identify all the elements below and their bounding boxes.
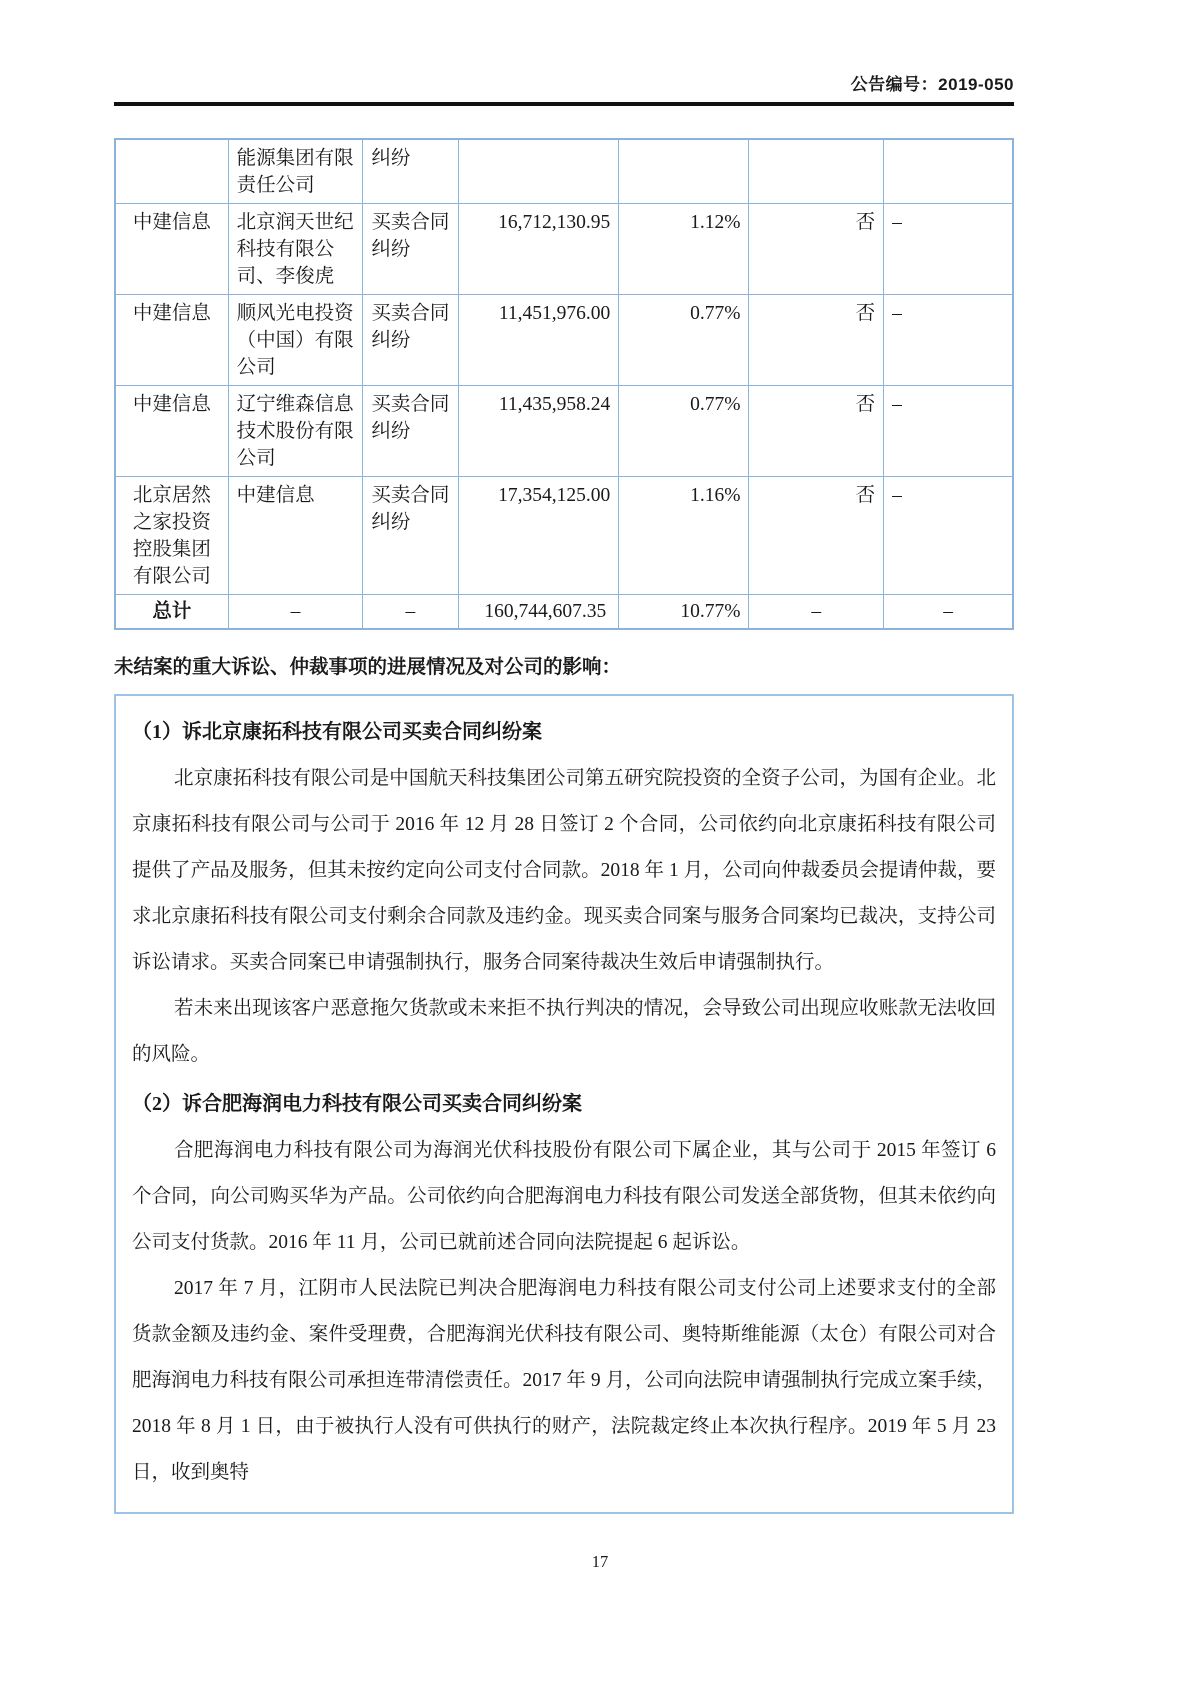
section-heading: 未结案的重大诉讼、仲裁事项的进展情况及对公司的影响： [114,657,622,678]
table-cell: 北京润天世纪科技有限公司、李俊虎 [228,204,363,295]
table-cell: – [363,595,458,630]
table-row [115,477,1013,595]
table-cell: 买卖合同纠纷 [363,295,458,386]
table-cell: – [884,595,1013,630]
case-subheading: （2）诉合肥海润电力科技有限公司买卖合同纠纷案 [132,1093,582,1115]
table-cell: 中建信息 [115,386,228,477]
table-cell: 能源集团有限责任公司 [228,139,363,204]
table-cell: 0.77% [619,295,749,386]
table-row [115,204,1013,295]
page-content [114,0,1014,1514]
table-row [115,595,1013,630]
header-rule [114,102,1014,106]
table-cell: 11,451,976.00 [458,295,619,386]
table-cell: – [884,295,1013,386]
case-paragraph: 北京康拓科技有限公司是中国航天科技集团公司第五研究院投资的全资子公司，为国有企业。北京康拓科技有限公司与公司于 2016 年 12 月 28 日签订 2 个合同，公司依约向北京康拓科技有限公司提供了产品及服务，但其未按约定向公司支付合同款。2018 年 1 月，公司向仲裁委员会提请仲裁，要求北京康拓科技有限公司支付剩余合同款及违约金。现买卖合同案与服务合同案均已裁决，支持公司诉讼请求。买卖合同案已申请强制执行，服务合同案待裁决生效后申请强制执行。 [132,768,996,973]
table-cell: 16,712,130.95 [458,204,619,295]
table-cell: 辽宁维森信息技术股份有限公司 [228,386,363,477]
table-cell: 中建信息 [115,204,228,295]
case-paragraph: 2017 年 7 月，江阴市人民法院已判决合肥海润电力科技有限公司支付公司上述要求支付的全部货款金额及违约金、案件受理费，合肥海润光伏科技有限公司、奥特斯维能源（太仓）有限公司对合肥海润电力科技有限公司承担连带清偿责任。2017 年 9 月，公司向法院申请强制执行完成立案手续，2018 年 8 月 1 日，由于被执行人没有可供执行的财产，法院裁定终止本次执行程序。2019 年 5 月 23 日，收到奥特 [132,1278,996,1483]
litigation-table-body [115,139,1013,629]
table-cell [619,139,749,204]
table-cell: 买卖合同纠纷 [363,386,458,477]
page-number: 17 [591,1552,609,1571]
table-cell: 纠纷 [363,139,458,204]
table-cell [749,139,884,204]
table-cell: – [884,204,1013,295]
table-cell: 中建信息 [228,477,363,595]
announcement-number: 公告编号：2019-050 [850,75,1014,94]
table-cell: 否 [749,386,884,477]
table-cell: – [749,595,884,630]
table-cell: 买卖合同纠纷 [363,477,458,595]
table-cell: 否 [749,295,884,386]
table-row [115,295,1013,386]
litigation-table [114,138,1014,630]
table-cell: 1.12% [619,204,749,295]
table-cell: – [884,477,1013,595]
table-cell: 11,435,958.24 [458,386,619,477]
table-cell: 买卖合同纠纷 [363,204,458,295]
table-cell: 否 [749,204,884,295]
table-cell: 否 [749,477,884,595]
table-cell: 17,354,125.00 [458,477,619,595]
case-paragraph: 若未来出现该客户恶意拖欠货款或未来拒不执行判决的情况，会导致公司出现应收账款无法收回的风险。 [132,998,996,1065]
table-cell [115,139,228,204]
table-cell: 北京居然之家投资控股集团有限公司 [115,477,228,595]
table-cell: 160,744,607.35 [458,595,619,630]
table-row [115,139,1013,204]
table-cell: 顺风光电投资（中国）有限公司 [228,295,363,386]
table-row [115,386,1013,477]
table-cell: 总计 [115,595,228,630]
case-paragraph: 合肥海润电力科技有限公司为海润光伏科技股份有限公司下属企业，其与公司于 2015 年签订 6 个合同，向公司购买华为产品。公司依约向合肥海润电力科技有限公司发送全部货物，但其未依约向公司支付货款。2016 年 11 月，公司已就前述合同向法院提起 6 起诉讼。 [132,1140,996,1253]
table-cell [458,139,619,204]
table-cell: – [884,386,1013,477]
table-cell: 1.16% [619,477,749,595]
case-details-box [114,694,1014,1514]
table-cell: 10.77% [619,595,749,630]
table-cell: 0.77% [619,386,749,477]
table-cell [884,139,1013,204]
table-cell: – [228,595,363,630]
table-cell: 中建信息 [115,295,228,386]
case-subheading: （1）诉北京康拓科技有限公司买卖合同纠纷案 [132,721,542,743]
